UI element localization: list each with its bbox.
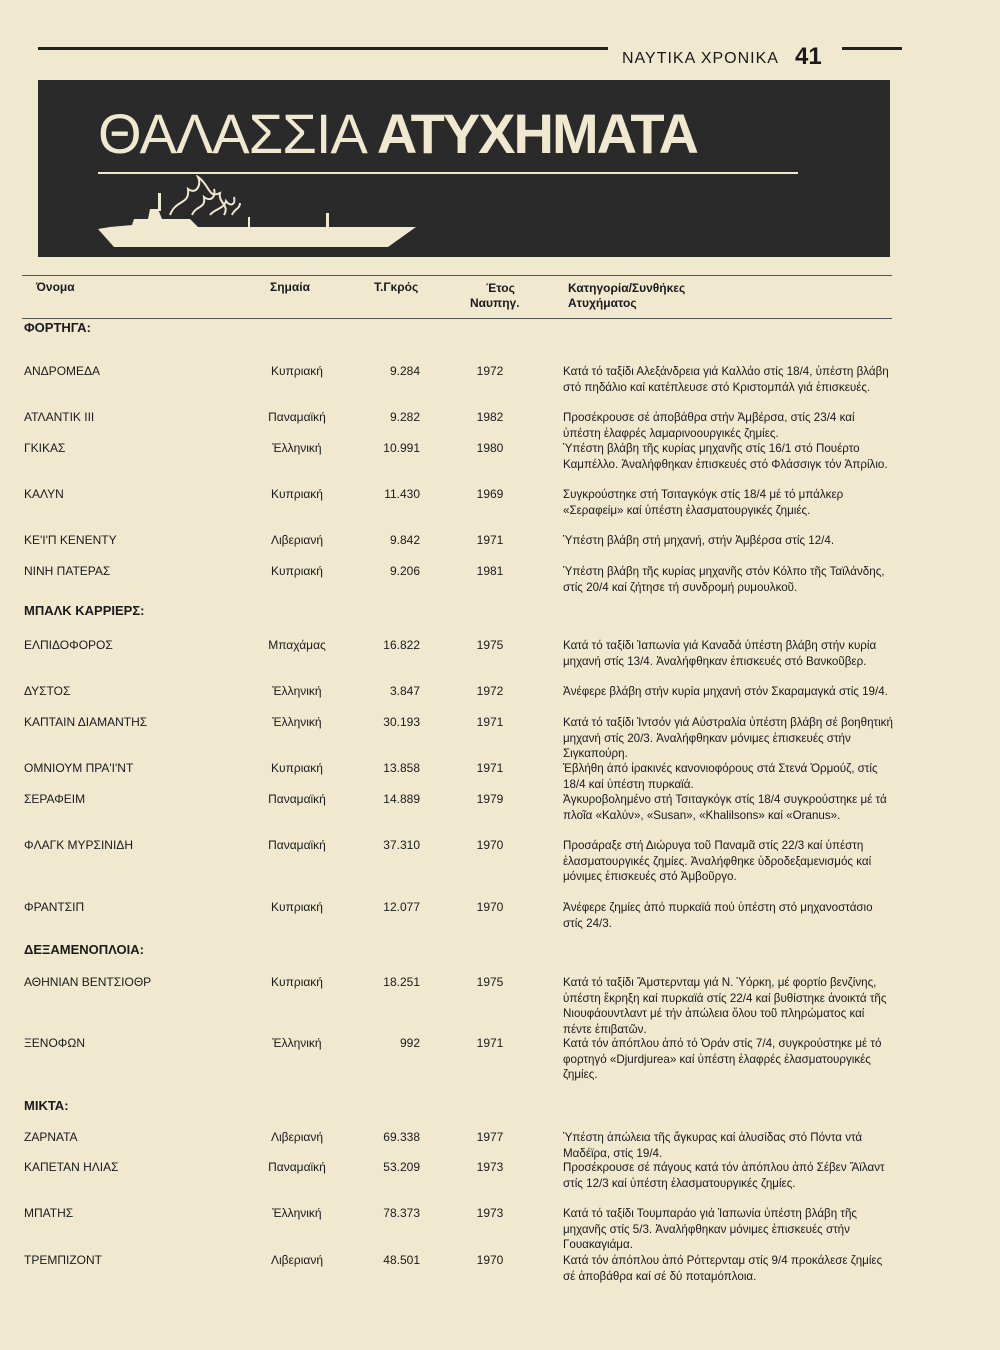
build-year: 1969	[476, 487, 504, 501]
ship-flag: Παναμαϊκή	[268, 410, 326, 424]
column-header-year-2: Ναυπηγ.	[470, 296, 520, 310]
ship-name: ΤΡΕΜΠΙΖΟΝΤ	[24, 1253, 102, 1267]
build-year: 1973	[476, 1206, 504, 1220]
banner-rule	[98, 172, 798, 174]
ship-tonnage: 78.373	[383, 1206, 420, 1220]
table-header-top-rule	[22, 275, 892, 276]
ship-flag: Κυπριακή	[271, 975, 323, 989]
page-number: 41	[795, 43, 822, 70]
accident-description: Προσάραξε στή Διώρυγα τοῦ Παναμᾶ στίς 22/3 καί ὑπέστη ἐλασματουργικές ζημίες. Ἀναλήφθηκε ὑδροδεξαμενισμός καί μόνιμες ἐπισκευές στό Ἀμβοῦργο.	[563, 839, 872, 883]
section-title: ΜΠΑΛΚ ΚΑΡΡΙΕΡΣ:	[24, 603, 145, 618]
ship-name: ΚΑΠΕΤΑΝ ΗΛΙΑΣ	[24, 1160, 119, 1174]
title-light: ΘΑΛΑΣΣΙΑ	[98, 102, 367, 165]
ship-flag: Κυπριακή	[271, 761, 323, 775]
build-year: 1980	[476, 441, 504, 455]
ship-tonnage: 11.430	[384, 487, 420, 501]
ship-name: ΦΛΑΓΚ ΜΥΡΣΙΝΙΔΗ	[24, 838, 133, 852]
ship-name: ΝΙΝΗ ΠΑΤΕΡΑΣ	[24, 564, 111, 578]
build-year: 1970	[476, 1253, 504, 1267]
accident-description: Κατά τό ταξίδι Τουμπαράο γιά Ἰαπωνία ὑπέστη βλάβη τῆς μηχανῆς στίς 5/3. Ἀναλήφθηκαν μόνιμες ἐπισκευές στήν Γουακαγιάμα.	[563, 1207, 857, 1251]
ship-name: ΦΡΑΝΤΣΙΠ	[24, 900, 85, 914]
accident-description: Ὑπέστη ἀπώλεια τῆς ἄγκυρας καί ἀλυσίδας στό Πόντα ντά Μαδέϊρα, στίς 19/4.	[563, 1131, 863, 1160]
magazine-name: ΝΑΥΤΙΚΑ ΧΡΟΝΙΚΑ	[622, 50, 779, 67]
section-title: ΜΙΚΤΑ:	[24, 1098, 69, 1113]
ship-flag: Ἑλληνική	[272, 715, 322, 729]
ship-name: ΓΚΙΚΑΣ	[24, 441, 66, 455]
build-year: 1970	[476, 900, 504, 914]
ship-tonnage: 48.501	[383, 1253, 420, 1267]
ship-tonnage: 9.282	[389, 410, 420, 424]
ship-name: ΚΑΠΤΑΙΝ ΔΙΑΜΑΝΤΗΣ	[24, 715, 148, 729]
page-title	[98, 104, 697, 164]
ship-name: ΣΕΡΑΦΕΙΜ	[24, 792, 86, 806]
ship-tonnage: 30.193	[383, 715, 420, 729]
ship-name: ΑΝΔΡΟΜΕΔΑ	[24, 364, 101, 378]
accident-description: Κατά τόν ἀπόπλου ἀπό τό Ὀράν στίς 7/4, συγκρούστηκε μέ τό φορτηγό «Djurdjurea» καί ὑπέστη ἐλαφρές ἐλασματουργικές ζημίες.	[563, 1037, 882, 1081]
ship-flag: Μπαχάμας	[268, 638, 326, 652]
ship-name: ΕΛΠΙΔΟΦΟΡΟΣ	[24, 638, 113, 652]
ship-name: ΚΕ'Ι'Π ΚΕΝΕΝΤΥ	[24, 533, 117, 547]
build-year: 1981	[476, 564, 504, 578]
ship-tonnage: 9.206	[389, 564, 420, 578]
accident-description: Ἀνέφερε βλάβη στήν κυρία μηχανή στόν Σκαραμαγκά στίς 19/4.	[563, 685, 888, 698]
ship-tonnage: 12.077	[383, 900, 420, 914]
accident-description: Συγκρούστηκε στή Τσιταγκόγκ στίς 18/4 μέ τό μπάλκερ «Σεραφείμ» καί ὑπέστη ἐλασματουργικές ζημιές.	[563, 488, 844, 517]
accident-description: Ὑπέστη βλάβη τῆς κυρίας μηχανῆς στίς 16/1 στό Πουέρτο Καμπέλλο. Ἀναλήφθηκαν ἐπισκευές στό Φλάσσιγκ τόν Ἀπρίλιο.	[563, 442, 888, 471]
accident-description: Κατά τόν ἀπόπλου ἀπό Ρόττερνταμ στίς 9/4 προκάλεσε ζημίες σέ ἀποβάθρα καί σέ δύ ποταμόπλοια.	[563, 1254, 883, 1283]
column-header-tonnage: Τ.Γκρός	[374, 280, 419, 294]
ship-flag: Κυπριακή	[271, 900, 323, 914]
ship-name: ΚΑΛΥΝ	[24, 487, 64, 501]
ship-tonnage: 9.284	[389, 364, 420, 378]
ship-tonnage: 37.310	[383, 838, 420, 852]
accident-description: Κατά τό ταξίδι Ἄμστερνταμ γιά Ν. Ὑόρκη, μέ φορτίο βενζίνης, ὑπέστη ἔκρηξη καί πυρκαϊά στίς 22/4 καί βυθίστηκε ἀνοικτά τῆς Νιουφάουντλαντ μέ τήν ἀπώλεια ὅλου τοῦ πληρώματος καί πέντε ἐπιβατῶν.	[563, 976, 887, 1036]
column-header-desc-1: Κατηγορία/Συνθήκες	[568, 281, 686, 295]
ship-tonnage: 13.858	[383, 761, 420, 775]
build-year: 1973	[476, 1160, 504, 1174]
ship-tonnage: 10.991	[383, 441, 420, 455]
ship-flag: Κυπριακή	[271, 487, 323, 501]
column-header-desc-2: Ατυχήματος	[568, 296, 637, 310]
column-header-name: Όνομα	[36, 280, 75, 294]
ship-name: ΞΕΝΟΦΩΝ	[24, 1036, 86, 1050]
ship-name: ΑΘΗΝΙΑΝ ΒΕΝΤΣΙΟΘΡ	[24, 975, 152, 989]
top-rule-right	[842, 47, 902, 50]
ship-tonnage: 14.889	[383, 792, 420, 806]
ship-flag: Ἑλληνική	[272, 441, 322, 455]
ship-flag: Κυπριακή	[271, 364, 323, 378]
ship-name: ΟΜΝΙΟΥΜ ΠΡΑ'Ι'ΝΤ	[24, 761, 134, 775]
ship-name: ΖΑΡΝΑΤΑ	[24, 1130, 78, 1144]
title-banner	[38, 80, 890, 257]
accident-description: Κατά τό ταξίδι Αλεξάνδρεια γιά Καλλάο στίς 18/4, ὑπέστη βλάβη στό πηδάλιο καί κατέπλευσε στό Κριστομπάλ γιά ἐπισκευές.	[563, 365, 889, 394]
build-year: 1971	[476, 1036, 504, 1050]
ship-name: ΔΥΣΤΟΣ	[24, 684, 71, 698]
column-header-year-1: Έτος	[486, 281, 515, 295]
ship-name: ΑΤΛΑΝΤΙΚ ΙΙΙ	[24, 410, 95, 424]
top-rule-left	[38, 47, 608, 50]
ship-tonnage: 3.847	[389, 684, 420, 698]
accident-description: Κατά τό ταξίδι Ἰντσόν γιά Αὐστραλία ὑπέστη βλάβη σέ βοηθητική μηχανή στίς 20/3. Ἀναλήφθηκαν μόνιμες ἐπισκευές στήν Σιγκαπούρη.	[563, 716, 893, 760]
ship-flag: Λιβεριανή	[270, 1253, 324, 1267]
build-year: 1982	[476, 410, 504, 424]
accident-description: Προσέκρουσε σέ ἀποβάθρα στήν Ἀμβέρσα, στίς 23/4 καί ὑπέστη ἐλαφρές λαμαρινοουργικές ζημίες.	[563, 411, 855, 440]
build-year: 1970	[476, 838, 504, 852]
ship-tonnage: 53.209	[383, 1160, 420, 1174]
ship-tonnage: 9.842	[389, 533, 420, 547]
ship-flag: Παναμαϊκή	[268, 838, 326, 852]
ship-tonnage: 16.822	[383, 638, 420, 652]
section-title: ΔΕΞΑΜΕΝΟΠΛΟΙΑ:	[24, 942, 144, 957]
build-year: 1975	[476, 638, 504, 652]
ship-flag: Παναμαϊκή	[268, 1160, 326, 1174]
ship-flag: Λιβεριανή	[270, 533, 324, 547]
build-year: 1979	[476, 792, 504, 806]
column-header-flag: Σημαία	[270, 280, 310, 294]
accident-description: Προσέκρουσε σέ πάγους κατά τόν ἀπόπλου ἀπό Σέβεν Ἄϊλαντ στίς 12/3 καί ὑπέστη ἐλασματουργικές ζημίες.	[563, 1161, 885, 1190]
ship-flag: Ἑλληνική	[272, 684, 322, 698]
accident-description: Ἀνέφερε ζημίες ἀπό πυρκαϊά πού ὑπέστη στό μηχανοστάσιο στίς 24/3.	[563, 901, 873, 930]
burning-ship-icon	[98, 175, 458, 255]
ship-tonnage: 69.338	[383, 1130, 420, 1144]
ship-name: ΜΠΑΤΗΣ	[24, 1206, 74, 1220]
ship-flag: Παναμαϊκή	[268, 792, 326, 806]
ship-tonnage: 992	[399, 1036, 420, 1050]
build-year: 1972	[476, 684, 504, 698]
accident-description: Ὑπέστη βλάβη τῆς κυρίας μηχανῆς στόν Κόλπο τῆς Ταϊλάνδης, στίς 20/4 καί ζήτησε τή συνδρομή ρυμουλκοῦ.	[563, 565, 885, 594]
accident-description: Κατά τό ταξίδι Ἰαπωνία γιά Καναδά ὑπέστη βλάβη στήν κυρία μηχανή στίς 13/4. Ἀναλήφθηκαν ἐπισκευές στό Βανκοῦβερ.	[563, 639, 877, 668]
accident-description: Ἀγκυροβολημένο στή Τσιταγκόγκ στίς 18/4 συγκρούστηκε μέ τά πλοῖα «Καλύν», «Susan», «Khalilsons» καί «Oranus».	[563, 793, 887, 822]
ship-flag: Ἑλληνική	[272, 1036, 322, 1050]
ship-flag: Λιβεριανή	[270, 1130, 324, 1144]
ship-flag: Ἑλληνική	[272, 1206, 322, 1220]
build-year: 1977	[476, 1130, 504, 1144]
accident-description: Ἐβλήθη ἀπό ἰρακινές κανονιοφόρους στά Στενά Ὁρμούζ, στίς 18/4 καί ὑπέστη πυρκαϊά.	[563, 762, 878, 791]
build-year: 1972	[476, 364, 504, 378]
build-year: 1971	[476, 715, 504, 729]
ship-flag: Κυπριακή	[271, 564, 323, 578]
build-year: 1971	[476, 761, 504, 775]
build-year: 1971	[476, 533, 504, 547]
title-bold: ΑΤΥΧΗΜΑΤΑ	[376, 102, 697, 165]
section-title: ΦΟΡΤΗΓΑ:	[24, 320, 91, 335]
ship-tonnage: 18.251	[383, 975, 420, 989]
accident-description: Ὑπέστη βλάβη στή μηχανή, στήν Ἀμβέρσα στίς 12/4.	[563, 534, 835, 547]
build-year: 1975	[476, 975, 504, 989]
table-header-bottom-rule	[22, 318, 892, 319]
